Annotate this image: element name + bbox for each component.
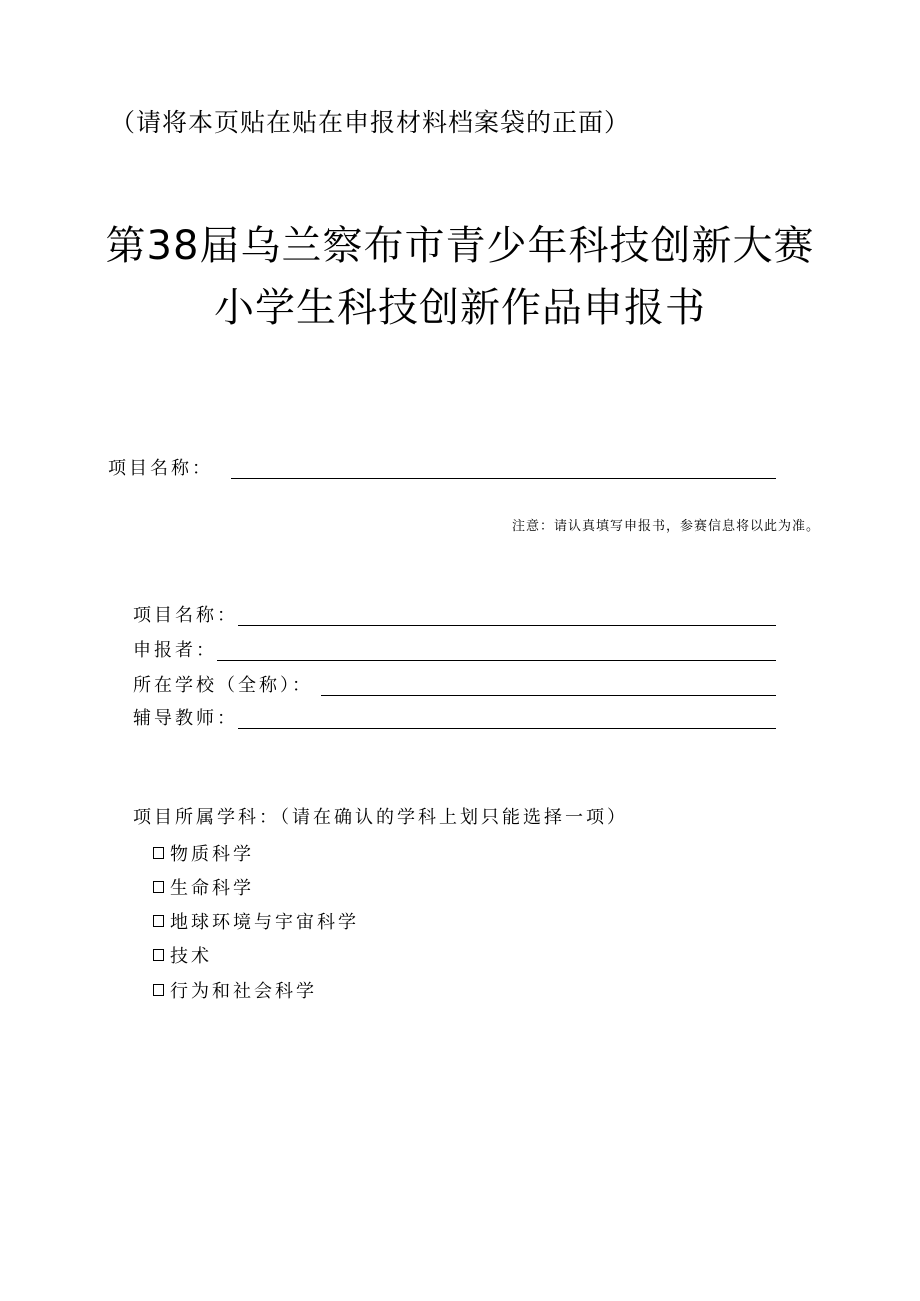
project-name-label: 项目名称： (133, 605, 238, 626)
subject-option-label: 生命科学 (170, 878, 254, 899)
applicant-row (133, 640, 776, 662)
form-title-line-2: 小学生科技创新作品申报书 (214, 285, 706, 331)
checkbox-icon[interactable] (153, 847, 164, 859)
project-name-row (133, 605, 776, 627)
subject-heading: 项目所属学科：（请在确认的学科上划只能选择一项） (133, 807, 628, 828)
checkbox-icon[interactable] (153, 984, 164, 996)
school-row (133, 675, 776, 697)
subject-option (153, 977, 317, 1003)
advisor-line[interactable] (238, 727, 776, 729)
top-project-name-line[interactable] (231, 477, 776, 479)
checkbox-icon[interactable] (153, 881, 164, 893)
advisor-label: 辅导教师： (133, 708, 238, 729)
school-line[interactable] (321, 694, 776, 696)
fill-notice: 注意：请认真填写申报书，参赛信息将以此为准。 (511, 519, 820, 534)
applicant-label: 申报者： (133, 640, 217, 661)
subject-option (153, 840, 254, 866)
subject-option-label: 物质科学 (170, 844, 254, 865)
checkbox-icon[interactable] (153, 915, 164, 927)
applicant-line[interactable] (217, 659, 776, 661)
top-project-name-label: 项目名称： (108, 458, 213, 479)
subject-option (153, 908, 359, 934)
checkbox-icon[interactable] (153, 949, 164, 961)
subject-option (153, 874, 254, 900)
subject-option-label: 技术 (170, 946, 212, 967)
school-label: 所在学校（全称）： (133, 675, 313, 696)
subject-option (153, 942, 212, 968)
top-project-name-row (108, 458, 776, 480)
subject-option-label: 行为和社会科学 (170, 981, 317, 1002)
advisor-row (133, 708, 776, 730)
project-name-line[interactable] (238, 624, 776, 626)
subject-option-label: 地球环境与宇宙科学 (170, 912, 359, 933)
form-title-line-1: 第38届乌兰察布市青少年科技创新大赛 (105, 223, 815, 269)
paste-instruction: （请将本页贴在贴在申报材料档案袋的正面） (110, 108, 631, 137)
